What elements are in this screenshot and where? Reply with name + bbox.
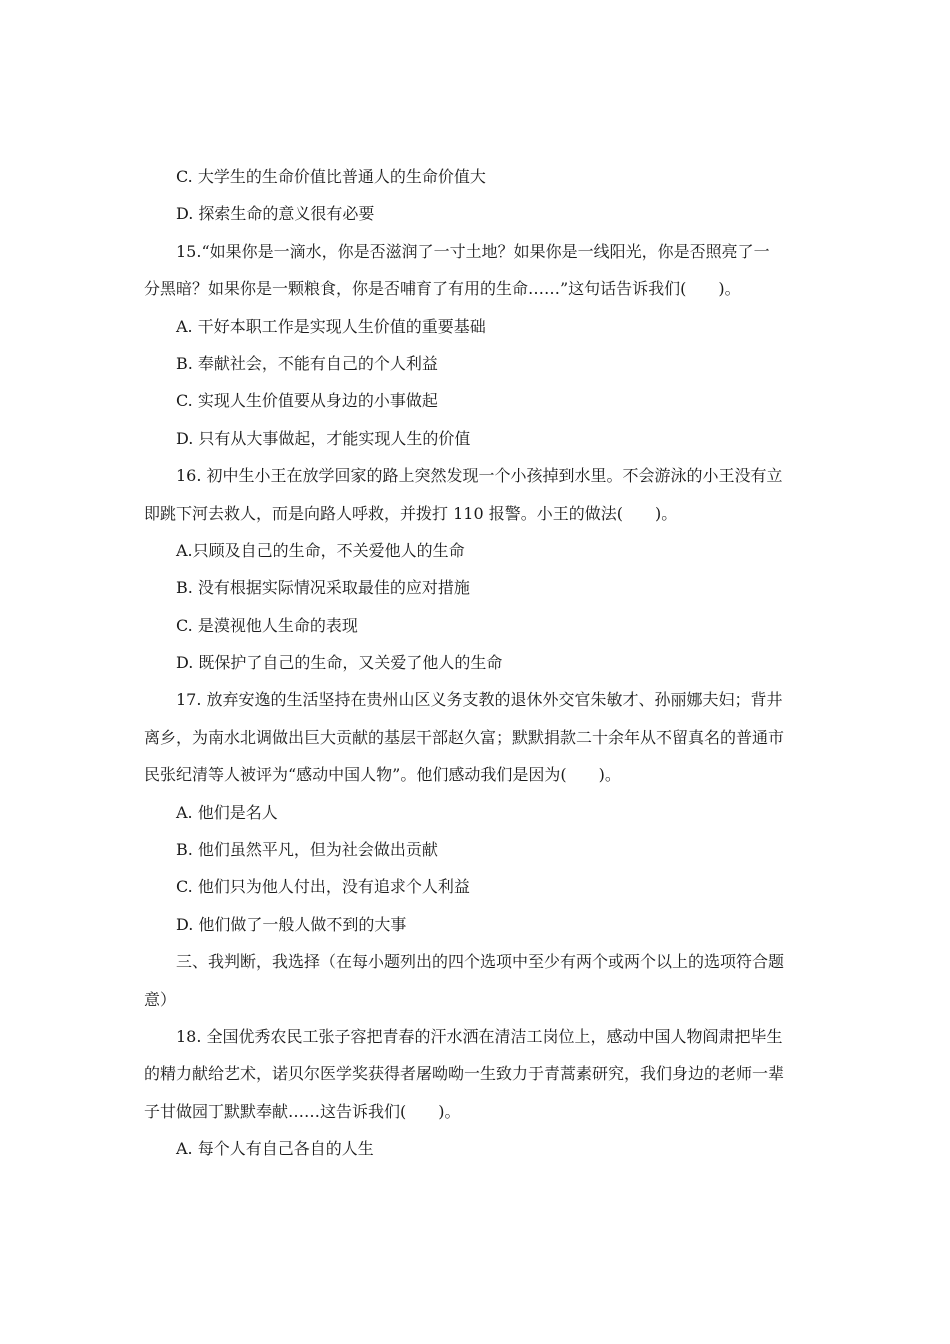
question-continuation-line: 离乡，为南水北调做出巨大贡献的基层干部赵久富；默默捐款二十余年从不留真名的普通市 — [144, 727, 785, 747]
answer-option-line: B. 没有根据实际情况采取最佳的应对措施 — [176, 578, 470, 598]
answer-option-line: C. 他们只为他人付出，没有追求个人利益 — [176, 877, 470, 897]
question-line: 17. 放弃安逸的生活坚持在贵州山区义务支教的退休外交官朱敏才、孙丽娜夫妇；背井 — [176, 690, 783, 710]
document-body — [144, 158, 808, 1168]
answer-option-line: C. 大学生的生命价值比普通人的生命价值大 — [176, 167, 486, 186]
answer-option-line: D. 既保护了自己的生命，又关爱了他人的生命 — [176, 653, 503, 673]
answer-option-line: D. 只有从大事做起，才能实现人生的价值 — [176, 428, 471, 448]
question-continuation-line: 民张纪清等人被评为“感动中国人物”。他们感动我们是因为( )。 — [144, 765, 621, 785]
question-continuation-line: 意） — [144, 989, 177, 1009]
question-continuation-line: 子甘做园丁默默奉献……这告诉我们( )。 — [144, 1101, 461, 1121]
answer-option-line: A.只顾及自己的生命，不关爱他人的生命 — [176, 540, 465, 560]
answer-option-line: A. 每个人有自己各自的人生 — [176, 1139, 374, 1159]
answer-option-line: A. 干好本职工作是实现人生价值的重要基础 — [176, 316, 486, 336]
answer-option-line: D. 探索生命的意义很有必要 — [176, 204, 375, 224]
question-line: 三、我判断，我选择（在每小题列出的四个选项中至少有两个或两个以上的选项符合题 — [176, 952, 785, 972]
answer-option-line: C. 是漠视他人生命的表现 — [176, 615, 358, 635]
question-continuation-line: 即跳下河去救人，而是向路人呼救，并拨打 110 报警。小王的做法( )。 — [144, 503, 678, 523]
answer-option-line: C. 实现人生价值要从身边的小事做起 — [176, 391, 438, 411]
question-line: 16. 初中生小王在放学回家的路上突然发现一个小孩掉到水里。不会游泳的小王没有立 — [176, 466, 783, 486]
question-continuation-line: 分黑暗？如果你是一颗粮食，你是否哺育了有用的生命……”这句话告诉我们( )。 — [144, 279, 741, 299]
question-line: 15.“如果你是一滴水，你是否滋润了一寸土地？如果你是一线阳光，你是否照亮了一 — [176, 241, 770, 261]
question-continuation-line: 的精力献给艺术，诺贝尔医学奖获得者屠呦呦一生致力于青蒿素研究，我们身边的老师一辈 — [144, 1064, 785, 1084]
answer-option-line: D. 他们做了一般人做不到的大事 — [176, 914, 407, 934]
answer-option-line: A. 他们是名人 — [176, 802, 278, 822]
answer-option-line: B. 奉献社会，不能有自己的个人利益 — [176, 353, 438, 373]
question-line: 18. 全国优秀农民工张子容把青春的汗水洒在清洁工岗位上，感动中国人物阎肃把毕生 — [176, 1026, 783, 1046]
answer-option-line: B. 他们虽然平凡，但为社会做出贡献 — [176, 840, 438, 860]
